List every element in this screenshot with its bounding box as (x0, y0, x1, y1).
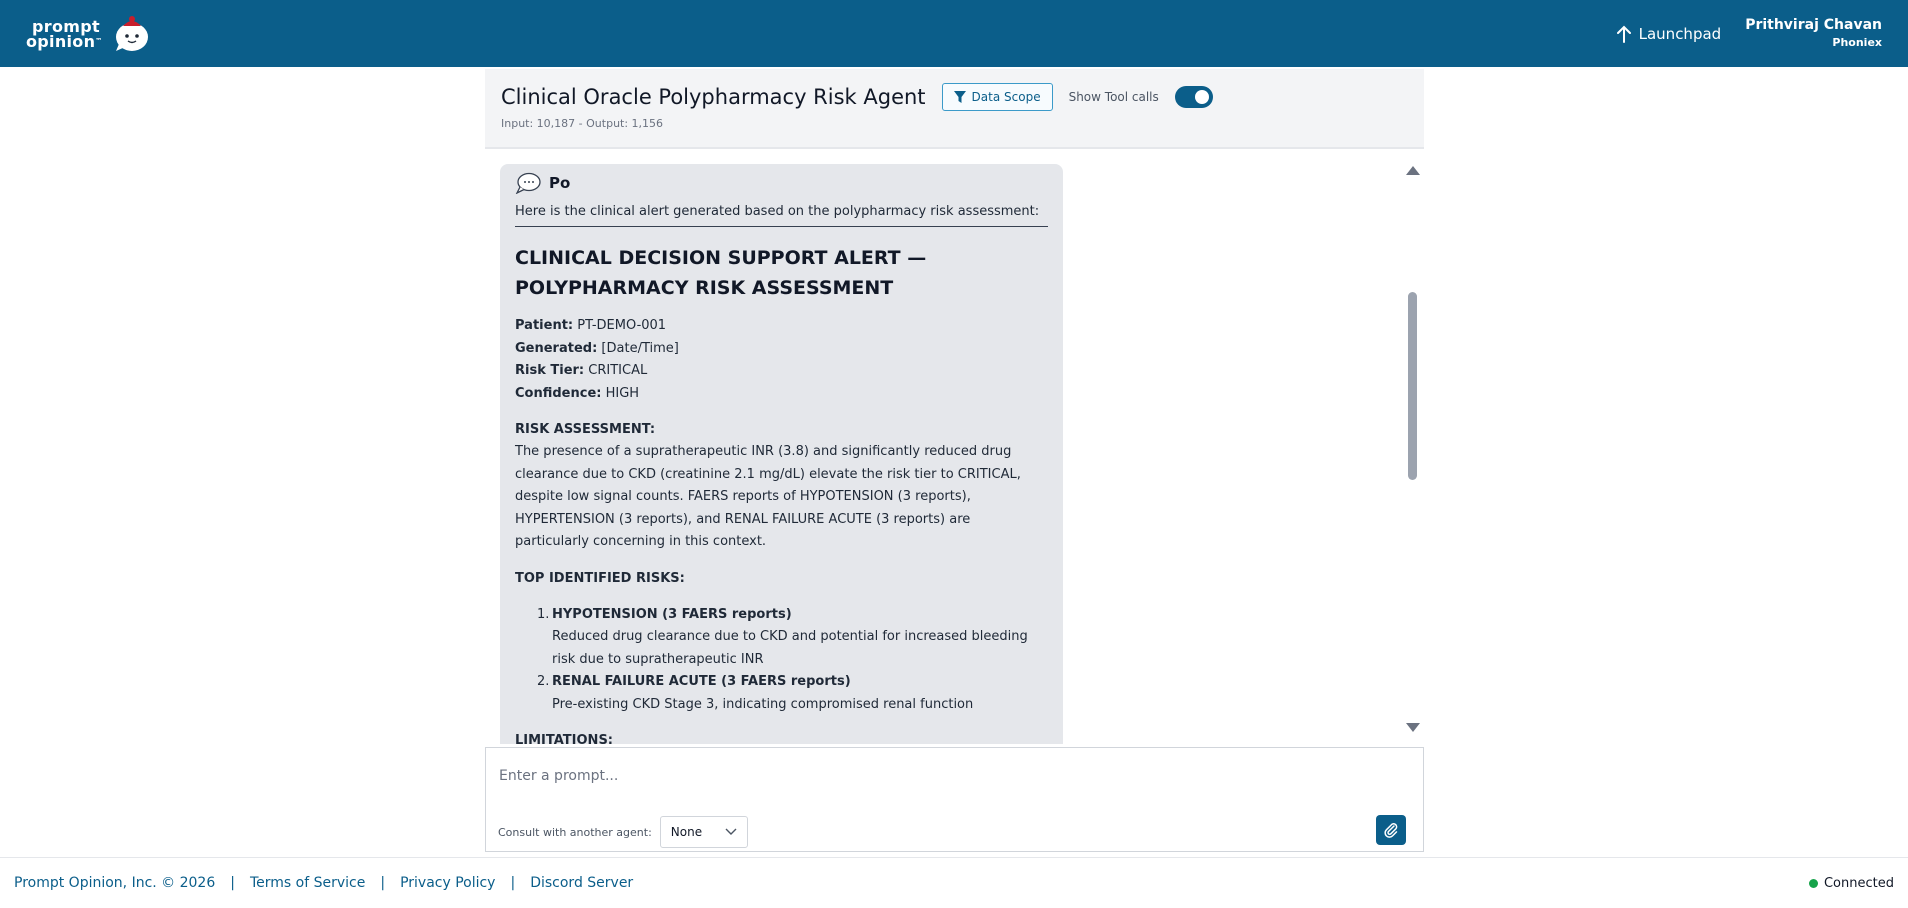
scrollbar-thumb[interactable] (1408, 292, 1417, 480)
scroll-down-icon[interactable] (1406, 723, 1420, 732)
footer (0, 857, 1908, 908)
arrow-up-icon (1617, 25, 1631, 43)
top-risks-heading: TOP IDENTIFIED RISKS: (515, 570, 685, 586)
terms-link[interactable]: Terms of Service (249, 875, 366, 891)
prompt-composer (485, 747, 1424, 852)
privacy-link[interactable]: Privacy Policy (400, 875, 496, 891)
show-tool-calls-label: Show Tool calls (1068, 90, 1159, 104)
status-label: Connected (1823, 875, 1894, 891)
top-bar (0, 0, 1908, 67)
mascot-icon (111, 14, 151, 54)
top-risks-list (515, 604, 1048, 717)
show-tool-calls-toggle[interactable] (1175, 86, 1213, 108)
chat-bubble-icon (515, 172, 541, 194)
risk-assessment-heading: RISK ASSESSMENT: (515, 422, 656, 437)
brand-line2: opinion™ (26, 31, 103, 51)
launchpad-label: Launchpad (1638, 24, 1722, 43)
chat-scrollbar[interactable] (1405, 166, 1420, 732)
sender-name: Po (549, 174, 571, 192)
agent-title: Clinical Oracle Polypharmacy Risk Agent (501, 85, 926, 109)
status-dot-icon (1809, 879, 1818, 888)
brand-line1: prompt (32, 16, 100, 36)
discord-link[interactable]: Discord Server (530, 875, 634, 891)
token-usage: Input: 10,187 - Output: 1,156 (501, 117, 664, 130)
brand-wordmark (26, 16, 103, 51)
chat-area[interactable] (485, 150, 1424, 744)
chevron-down-icon (725, 828, 737, 836)
scroll-up-icon[interactable] (1406, 166, 1420, 175)
attach-button[interactable] (1376, 815, 1406, 845)
field-confidence: Confidence: HIGH (515, 385, 640, 401)
prompt-input[interactable] (486, 748, 1423, 804)
risk-assessment-text: The presence of a supratherapeutic INR (3.8) and significantly reduced drug clearance due to CKD (creatinine 2.1 mg/dL) elevate the risk tier to CRITICAL, despite low signal counts. FAERS reports of HYPOTENSION (3 reports), HYPERTENSION (3 reports), and RENAL FAILURE ACUTE (3 reports) are particularly concerning in this context. (515, 444, 1021, 549)
divider: | (510, 875, 516, 891)
user-name: Prithviraj Chavan (1745, 16, 1882, 33)
user-org: Phoniex (1832, 35, 1882, 49)
agent-message (500, 164, 1063, 744)
user-menu[interactable] (1745, 16, 1882, 52)
data-scope-label: Data Scope (971, 90, 1041, 104)
agent-header (485, 69, 1424, 149)
field-patient: Patient: PT-DEMO-001 (515, 318, 667, 333)
data-scope-button[interactable] (942, 83, 1053, 111)
consult-agent-select[interactable] (660, 816, 748, 848)
divider: | (230, 875, 235, 891)
field-generated: Generated: [Date/Time] (515, 340, 679, 356)
consult-value: None (670, 825, 703, 839)
message-intro: Here is the clinical alert generated based on the polypharmacy risk assessment: (515, 204, 1048, 227)
paperclip-icon (1383, 822, 1399, 838)
field-risk-tier: Risk Tier: CRITICAL (515, 363, 648, 378)
connection-status (1809, 876, 1894, 891)
filter-icon (954, 91, 966, 103)
alert-title: CLINICAL DECISION SUPPORT ALERT — POLYPHARMACY RISK ASSESSMENT (515, 247, 927, 299)
alert-fields (515, 315, 1048, 405)
copyright: Prompt Opinion, Inc. © 2026 (14, 875, 216, 891)
launchpad-link[interactable] (1617, 25, 1722, 43)
consult-label: Consult with another agent: (498, 825, 652, 839)
limitations-heading: LIMITATIONS: (515, 733, 614, 744)
consult-agent (498, 816, 748, 848)
brand-logo[interactable] (26, 14, 151, 54)
list-item: 2. RENAL FAILURE ACUTE (3 FAERS reports) Pre-existing CKD Stage 3, indicating compromised renal function (537, 674, 974, 712)
divider: | (380, 875, 386, 891)
list-item: 1. HYPOTENSION (3 FAERS reports) Reduced drug clearance due to CKD and potential for increased bleeding risk due to supratherapeutic INR (537, 606, 1028, 667)
